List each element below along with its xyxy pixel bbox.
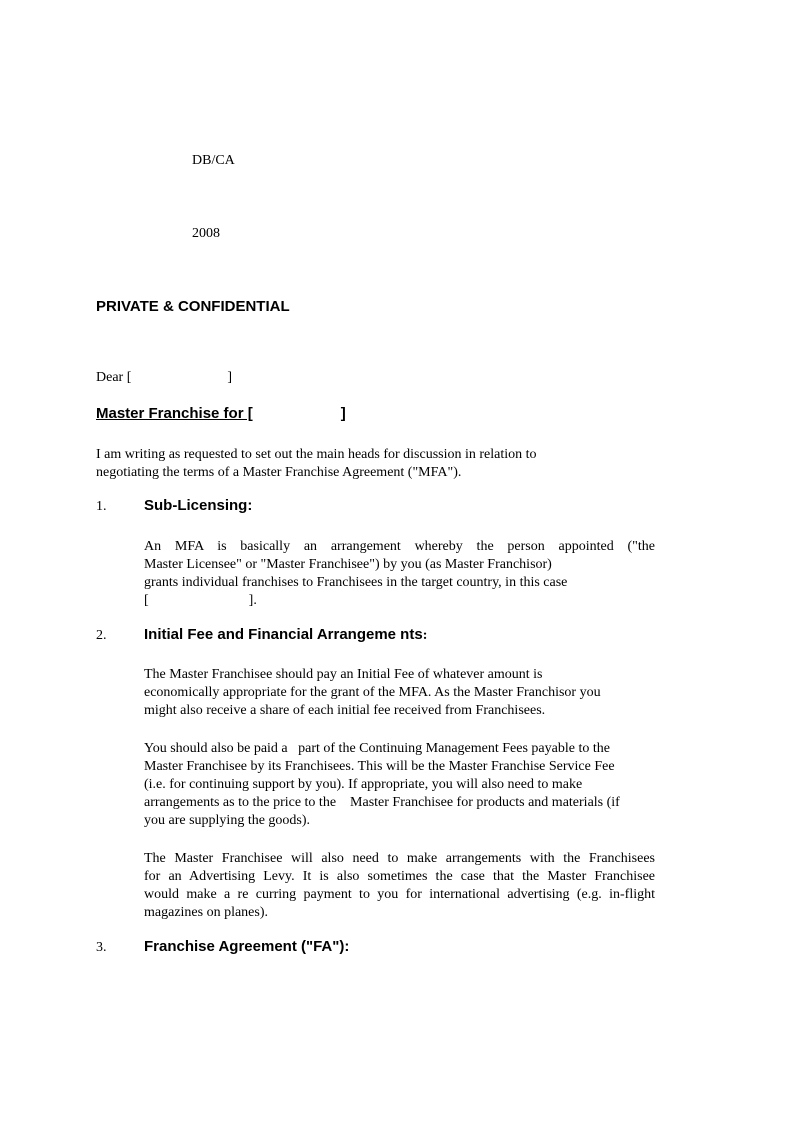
confidential-heading: PRIVATE & CONFIDENTIAL bbox=[96, 298, 290, 315]
paragraph-line: arrangements as to the price to the Master Franchisee for products and materials (if bbox=[144, 795, 620, 810]
paragraph-line: The Master Franchisee should pay an Initial Fee of whatever amount is bbox=[144, 667, 543, 682]
paragraph-line: You should also be paid a part of the Continuing Management Fees payable to the bbox=[144, 741, 610, 756]
paragraph-line: you are supplying the goods). bbox=[144, 813, 311, 828]
letter-year: 2008 bbox=[192, 226, 220, 241]
section-paragraph bbox=[144, 666, 666, 720]
section-title-text: Sub-Licensing: bbox=[144, 497, 253, 514]
intro-line: I am writing as requested to set out the main heads for discussion in relation to bbox=[96, 447, 537, 462]
section-title bbox=[144, 938, 349, 957]
paragraph-line bbox=[144, 592, 655, 610]
salutation bbox=[96, 369, 232, 387]
paragraph-line: economically appropriate for the grant of the MFA. As the Master Franchisor you bbox=[144, 685, 601, 700]
intro-line: negotiating the terms of a Master Franchise Agreement ("MFA"). bbox=[96, 465, 462, 480]
section-paragraph bbox=[144, 850, 655, 922]
section-title-text: Franchise Agreement ("FA"): bbox=[144, 938, 350, 955]
paragraph-line: The Master Franchisee will also need to make arrangements with the Franchisees bbox=[144, 851, 655, 866]
subject-line bbox=[96, 405, 346, 423]
intro-paragraph bbox=[96, 446, 596, 482]
section-title bbox=[144, 497, 252, 516]
section-paragraph bbox=[144, 538, 655, 610]
paragraph-line: might also receive a share of each initial fee received from Franchisees. bbox=[144, 703, 546, 718]
paragraph-line: grants individual franchises to Franchisees in the target country, in this case bbox=[144, 575, 568, 590]
paragraph-line: for an Advertising Levy. It is also sometimes the case that the Master Franchisee bbox=[144, 869, 655, 884]
subject-suffix: ] bbox=[340, 405, 346, 422]
paragraph-line: Master Licensee" or "Master Franchisee") by you (as Master Franchisor) bbox=[144, 557, 552, 572]
subject-blank bbox=[253, 405, 341, 423]
section-number: 3. bbox=[96, 940, 107, 955]
paragraph-line: would make a re curring payment to you for international advertising (e.g. in-flight bbox=[144, 887, 655, 902]
section-paragraph bbox=[144, 740, 666, 830]
paragraph-line: Master Franchisee by its Franchisees. This will be the Master Franchise Service Fee bbox=[144, 759, 615, 774]
reference-code: DB/CA bbox=[192, 153, 235, 168]
bracket-open: [ bbox=[144, 593, 149, 608]
paragraph-line: (i.e. for continuing support by you). If appropriate, you will also need to make bbox=[144, 777, 583, 792]
subject-prefix: Master Franchise for [ bbox=[96, 405, 253, 422]
section-number: 2. bbox=[96, 628, 107, 643]
bracket-close: ]. bbox=[248, 593, 257, 608]
paragraph-line: magazines on planes). bbox=[144, 905, 269, 920]
paragraph-line: An MFA is basically an arrangement whereby the person appointed ("the bbox=[144, 539, 655, 554]
salutation-close: ] bbox=[227, 370, 233, 385]
section-title-text: Initial Fee and Financial Arrangeme nts bbox=[144, 626, 423, 643]
section-title bbox=[144, 626, 427, 645]
section-title-suffix: : bbox=[422, 628, 428, 643]
section-number: 1. bbox=[96, 499, 107, 514]
salutation-open: Dear [ bbox=[96, 370, 132, 385]
